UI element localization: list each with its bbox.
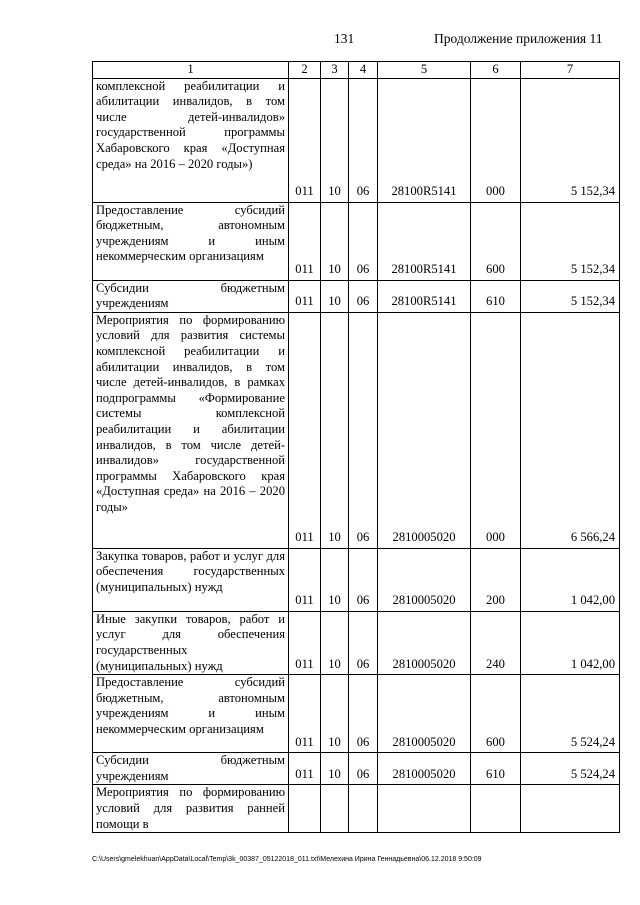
expense-type-code: 000 <box>471 312 521 548</box>
column-header: 1 <box>93 62 289 79</box>
target-article-code: 28100R5141 <box>378 78 471 202</box>
amount <box>521 785 620 833</box>
file-path-footer: C:\Users\gmelekhuan\AppData\Local\Temp\3k_00387_05122018_011.txt\Мелехина Ирина Геннадьевна\06.12.2018 9:50:09 <box>92 856 482 863</box>
subsection-code: 06 <box>349 202 378 280</box>
ministry-code: 011 <box>289 280 321 312</box>
appendix-continuation-title: Продолжение приложения 11 <box>434 31 603 46</box>
target-article-code: 28100R5141 <box>378 280 471 312</box>
budget-item-name: Мероприятия по формированию условий для развития ранней помощи в <box>93 785 289 833</box>
column-number-row <box>93 62 620 79</box>
ministry-code: 011 <box>289 312 321 548</box>
amount: 5 152,34 <box>521 78 620 202</box>
subsection-code: 06 <box>349 548 378 611</box>
amount: 5 524,24 <box>521 675 620 753</box>
section-code: 10 <box>321 312 349 548</box>
target-article-code <box>378 785 471 833</box>
ministry-code: 011 <box>289 611 321 674</box>
ministry-code <box>289 785 321 833</box>
ministry-code: 011 <box>289 548 321 611</box>
column-header: 7 <box>521 62 620 79</box>
target-article-code: 2810005020 <box>378 548 471 611</box>
amount: 5 152,34 <box>521 280 620 312</box>
table-row <box>93 785 620 833</box>
section-code: 10 <box>321 611 349 674</box>
ministry-code: 011 <box>289 202 321 280</box>
subsection-code: 06 <box>349 280 378 312</box>
table-row <box>93 78 620 202</box>
target-article-code: 2810005020 <box>378 312 471 548</box>
ministry-code: 011 <box>289 753 321 785</box>
expense-type-code: 600 <box>471 675 521 753</box>
expense-type-code: 000 <box>471 78 521 202</box>
expense-type-code: 600 <box>471 202 521 280</box>
budget-item-name: Закупка товаров, работ и услуг для обеспечения государственных (муниципальных) нужд <box>93 548 289 611</box>
budget-item-name: Субсидии бюджетным учреждениям <box>93 280 289 312</box>
table-row <box>93 548 620 611</box>
amount: 5 152,34 <box>521 202 620 280</box>
amount: 6 566,24 <box>521 312 620 548</box>
subsection-code: 06 <box>349 675 378 753</box>
target-article-code: 2810005020 <box>378 675 471 753</box>
budget-item-name: Субсидии бюджетным учреждениям <box>93 753 289 785</box>
table-row <box>93 753 620 785</box>
column-header: 6 <box>471 62 521 79</box>
ministry-code: 011 <box>289 675 321 753</box>
column-header: 2 <box>289 62 321 79</box>
expense-type-code: 610 <box>471 753 521 785</box>
section-code: 10 <box>321 548 349 611</box>
expense-type-code: 200 <box>471 548 521 611</box>
ministry-code: 011 <box>289 78 321 202</box>
section-code: 10 <box>321 280 349 312</box>
budget-item-name: Предоставление субсидий бюджетным, автономным учреждениям и иным некоммерческим организациям <box>93 675 289 753</box>
column-header: 4 <box>349 62 378 79</box>
budget-item-name: Предоставление субсидий бюджетным, автономным учреждениям и иным некоммерческим организациям <box>93 202 289 280</box>
table-row <box>93 202 620 280</box>
table-row <box>93 611 620 674</box>
section-code: 10 <box>321 202 349 280</box>
subsection-code: 06 <box>349 78 378 202</box>
table-row <box>93 280 620 312</box>
budget-item-name: Мероприятия по формированию условий для развития системы комплексной реабилитации и абилитации инвалидов, в том числе детей-инвалидов, в рамках подпрограммы «Формирование системы комплексной реабилитации и абилитации инвалидов, в том числе детей-инвалидов» государственной программы Хабаровского края «Доступная среда» на 2016 – 2020 годы» <box>93 312 289 548</box>
section-code <box>321 785 349 833</box>
expense-type-code: 610 <box>471 280 521 312</box>
subsection-code: 06 <box>349 753 378 785</box>
target-article-code: 2810005020 <box>378 611 471 674</box>
subsection-code <box>349 785 378 833</box>
page-number: 131 <box>334 31 355 46</box>
amount: 5 524,24 <box>521 753 620 785</box>
budget-item-name: Иные закупки товаров, работ и услуг для обеспечения государственных (муниципальных) нужд <box>93 611 289 674</box>
section-code: 10 <box>321 78 349 202</box>
section-code: 10 <box>321 753 349 785</box>
expense-type-code <box>471 785 521 833</box>
expense-type-code: 240 <box>471 611 521 674</box>
budget-item-name: комплексной реабилитации и абилитации инвалидов, в том числе детей-инвалидов» государственной программы Хабаровского края «Доступная среда» на 2016 – 2020 годы») <box>93 78 289 202</box>
target-article-code: 2810005020 <box>378 753 471 785</box>
column-header: 3 <box>321 62 349 79</box>
column-header: 5 <box>378 62 471 79</box>
table-row <box>93 675 620 753</box>
budget-table <box>92 61 620 833</box>
subsection-code: 06 <box>349 611 378 674</box>
section-code: 10 <box>321 675 349 753</box>
target-article-code: 28100R5141 <box>378 202 471 280</box>
amount: 1 042,00 <box>521 611 620 674</box>
table-row <box>93 312 620 548</box>
amount: 1 042,00 <box>521 548 620 611</box>
subsection-code: 06 <box>349 312 378 548</box>
